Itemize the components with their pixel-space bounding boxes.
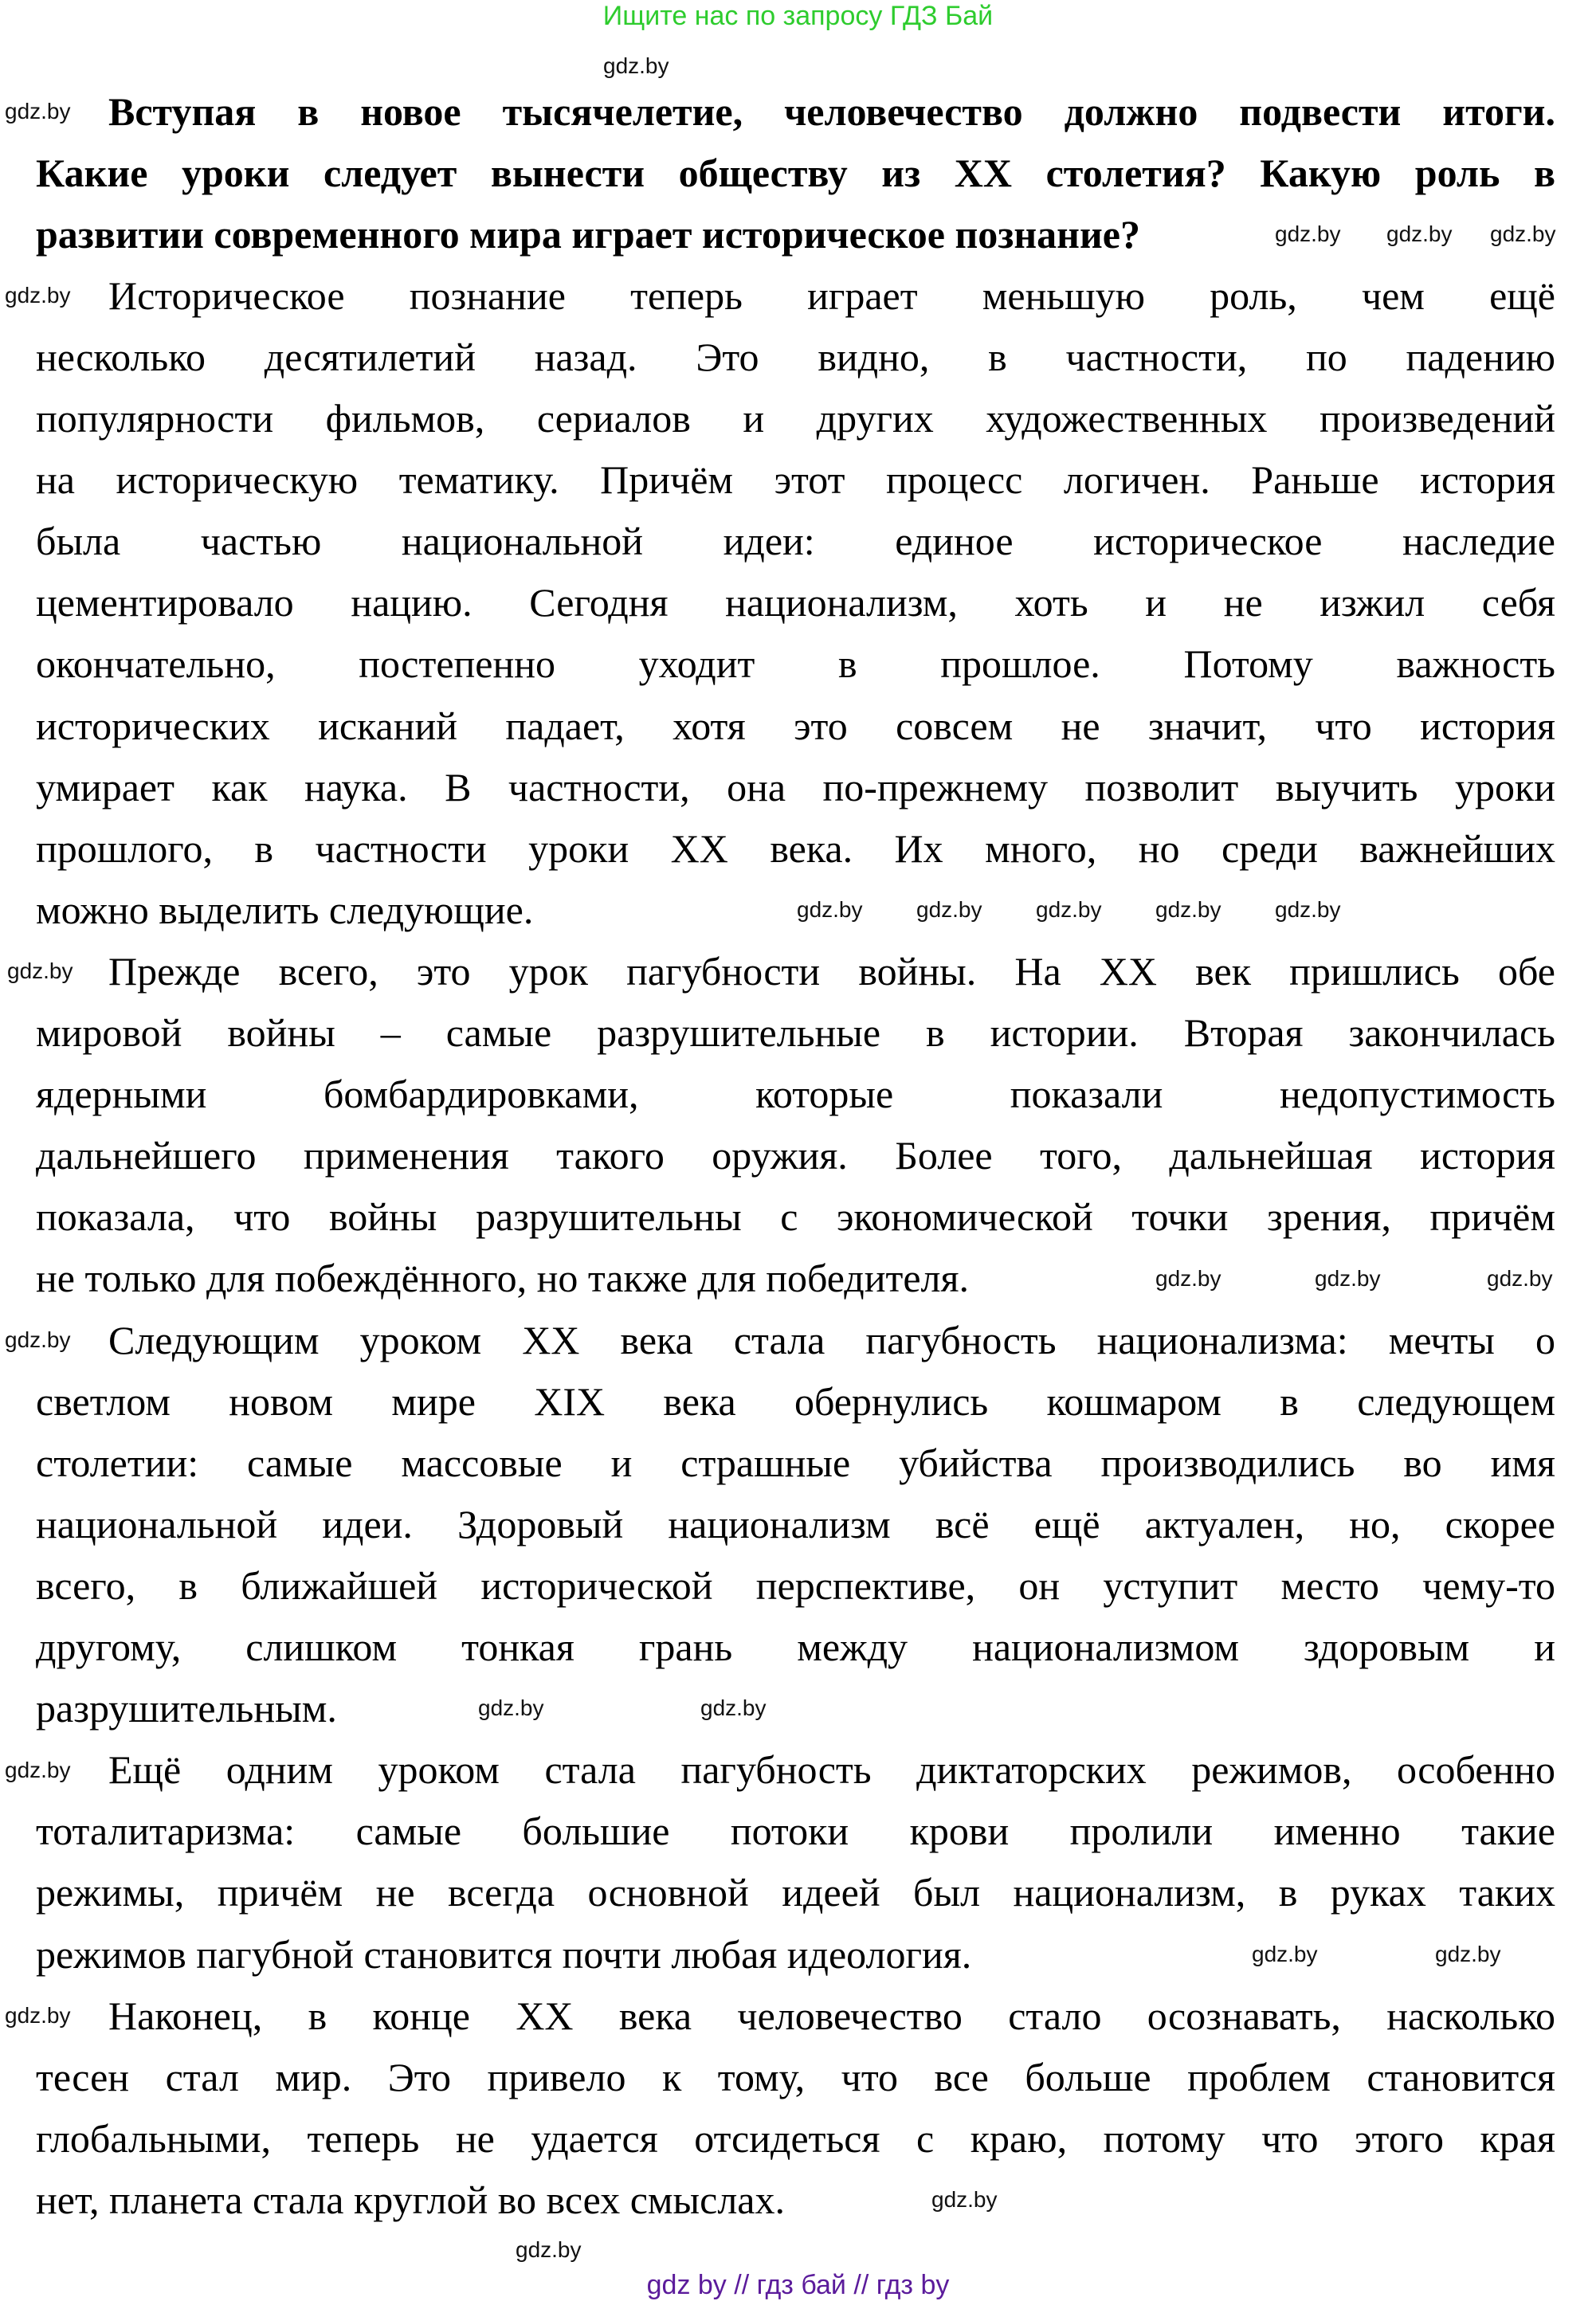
watermark: gdz.by [5, 1327, 71, 1352]
paragraph-line: Ещё одним уроком стала пагубность диктаторских режимов, особенно [108, 1747, 1555, 1793]
watermark: gdz.by [1275, 897, 1341, 922]
paragraph-line: Прежде всего, это урок пагубности войны. На XX век пришлись обе [108, 948, 1555, 994]
paragraph-line: тоталитаризма: самые большие потоки крови пролили именно такие [36, 1809, 1555, 1854]
paragraph-line: цементировало нацию. Сегодня национализм, хоть и не изжил себя [36, 580, 1555, 625]
footer-links: gdz by // гдз бай // гдз by [646, 2270, 950, 2300]
watermark: gdz.by [5, 2003, 71, 2028]
watermark: gdz.by [603, 53, 669, 78]
watermark: gdz.by [1487, 1266, 1553, 1291]
paragraph-line: популярности фильмов, сериалов и других художественных произведений [36, 396, 1555, 441]
paragraph-line: глобальными, теперь не удается отсидеться с краю, потому что этого края [36, 2115, 1555, 2161]
watermark: gdz.by [1315, 1266, 1381, 1291]
watermark: gdz.by [5, 99, 71, 123]
watermark: gdz.by [1275, 221, 1341, 246]
paragraph-line: умирает как наука. В частности, она по-прежнему позволит выучить уроки [36, 764, 1555, 809]
paragraph-line: режимы, причём не всегда основной идеей был национализм, в руках таких [36, 1870, 1555, 1915]
paragraph-line: показала, что войны разрушительны с экономической точки зрения, причём [36, 1194, 1555, 1240]
paragraph-line: Наконец, в конце XX века человечество стало осознавать, насколько [108, 1993, 1555, 2038]
paragraph-line: светлом новом мире XIX века обернулись кошмаром в следующем [36, 1378, 1555, 1424]
paragraph-line: окончательно, постепенно уходит в прошлое. Потому важность [36, 641, 1555, 687]
watermark: gdz.by [5, 283, 71, 308]
watermark: gdz.by [7, 958, 73, 983]
question-line: развитии современного мира играет историческое познание? [36, 211, 1140, 257]
paragraph-line: всего, в ближайшей исторической перспективе, он уступит место чему-то [36, 1562, 1555, 1608]
paragraph-line: исторических исканий падает, хотя это совсем не значит, что история [36, 703, 1555, 748]
paragraph-line: режимов пагубной становится почти любая идеология. [36, 1931, 972, 1977]
paragraph-line: ядерными бомбардировками, которые показали недопустимость [36, 1072, 1555, 1117]
watermark: gdz.by [700, 1695, 767, 1720]
question-line: Какие уроки следует вынести обществу из XX столетия? Какую роль в [36, 150, 1555, 195]
paragraph-line: была частью национальной идеи: единое историческое наследие [36, 519, 1555, 564]
paragraph-line: тесен стал мир. Это привело к тому, что все больше проблем становится [36, 2054, 1555, 2099]
paragraph-line: несколько десятилетий назад. Это видно, в частности, по падению [36, 334, 1555, 379]
watermark: gdz.by [478, 1695, 544, 1720]
watermark: gdz.by [931, 2187, 998, 2212]
paragraph-line: нет, планета стала круглой во всех смыслах. [36, 2177, 785, 2222]
watermark: gdz.by [1435, 1942, 1501, 1966]
watermark: gdz.by [1036, 897, 1102, 922]
paragraph-line: прошлого, в частности уроки XX века. Их много, но среди важнейших [36, 825, 1555, 871]
paragraph-line: не только для побеждённого, но также для победителя. [36, 1256, 969, 1301]
watermark: gdz.by [1490, 221, 1556, 246]
watermark: gdz.by [5, 1758, 71, 1782]
watermark: gdz.by [916, 897, 982, 922]
watermark: gdz.by [1386, 221, 1453, 246]
search-banner: Ищите нас по запросу ГДЗ Бай [602, 1, 994, 31]
paragraph-line: другому, слишком тонкая грань между национализмом здоровым и [36, 1625, 1555, 1669]
watermark: gdz.by [1155, 1266, 1222, 1291]
watermark: gdz.by [1252, 1942, 1318, 1966]
paragraph-line: можно выделить следующие. [36, 887, 534, 932]
question-line: Вступая в новое тысячелетие, человечество должно подвести итоги. [108, 88, 1555, 134]
watermark: gdz.by [516, 2237, 582, 2262]
watermark: gdz.by [1155, 897, 1222, 922]
paragraph-line: национальной идеи. Здоровый национализм всё ещё актуален, но, скорее [36, 1501, 1555, 1546]
paragraph-line: Историческое познание теперь играет меньшую роль, чем ещё [108, 272, 1555, 318]
paragraph-line: Следующим уроком XX века стала пагубность национализма: мечты о [108, 1317, 1555, 1362]
paragraph-line: разрушительным. [36, 1686, 337, 1731]
paragraph-line: столетии: самые массовые и страшные убийства производились во имя [36, 1440, 1555, 1485]
watermark: gdz.by [797, 897, 863, 922]
paragraph-line: на историческую тематику. Причём этот процесс логичен. Раньше история [36, 457, 1555, 503]
paragraph-line: мировой войны – самые разрушительные в истории. Вторая закончилась [36, 1010, 1555, 1055]
paragraph-line: дальнейшего применения такого оружия. Более того, дальнейшая история [36, 1133, 1555, 1178]
